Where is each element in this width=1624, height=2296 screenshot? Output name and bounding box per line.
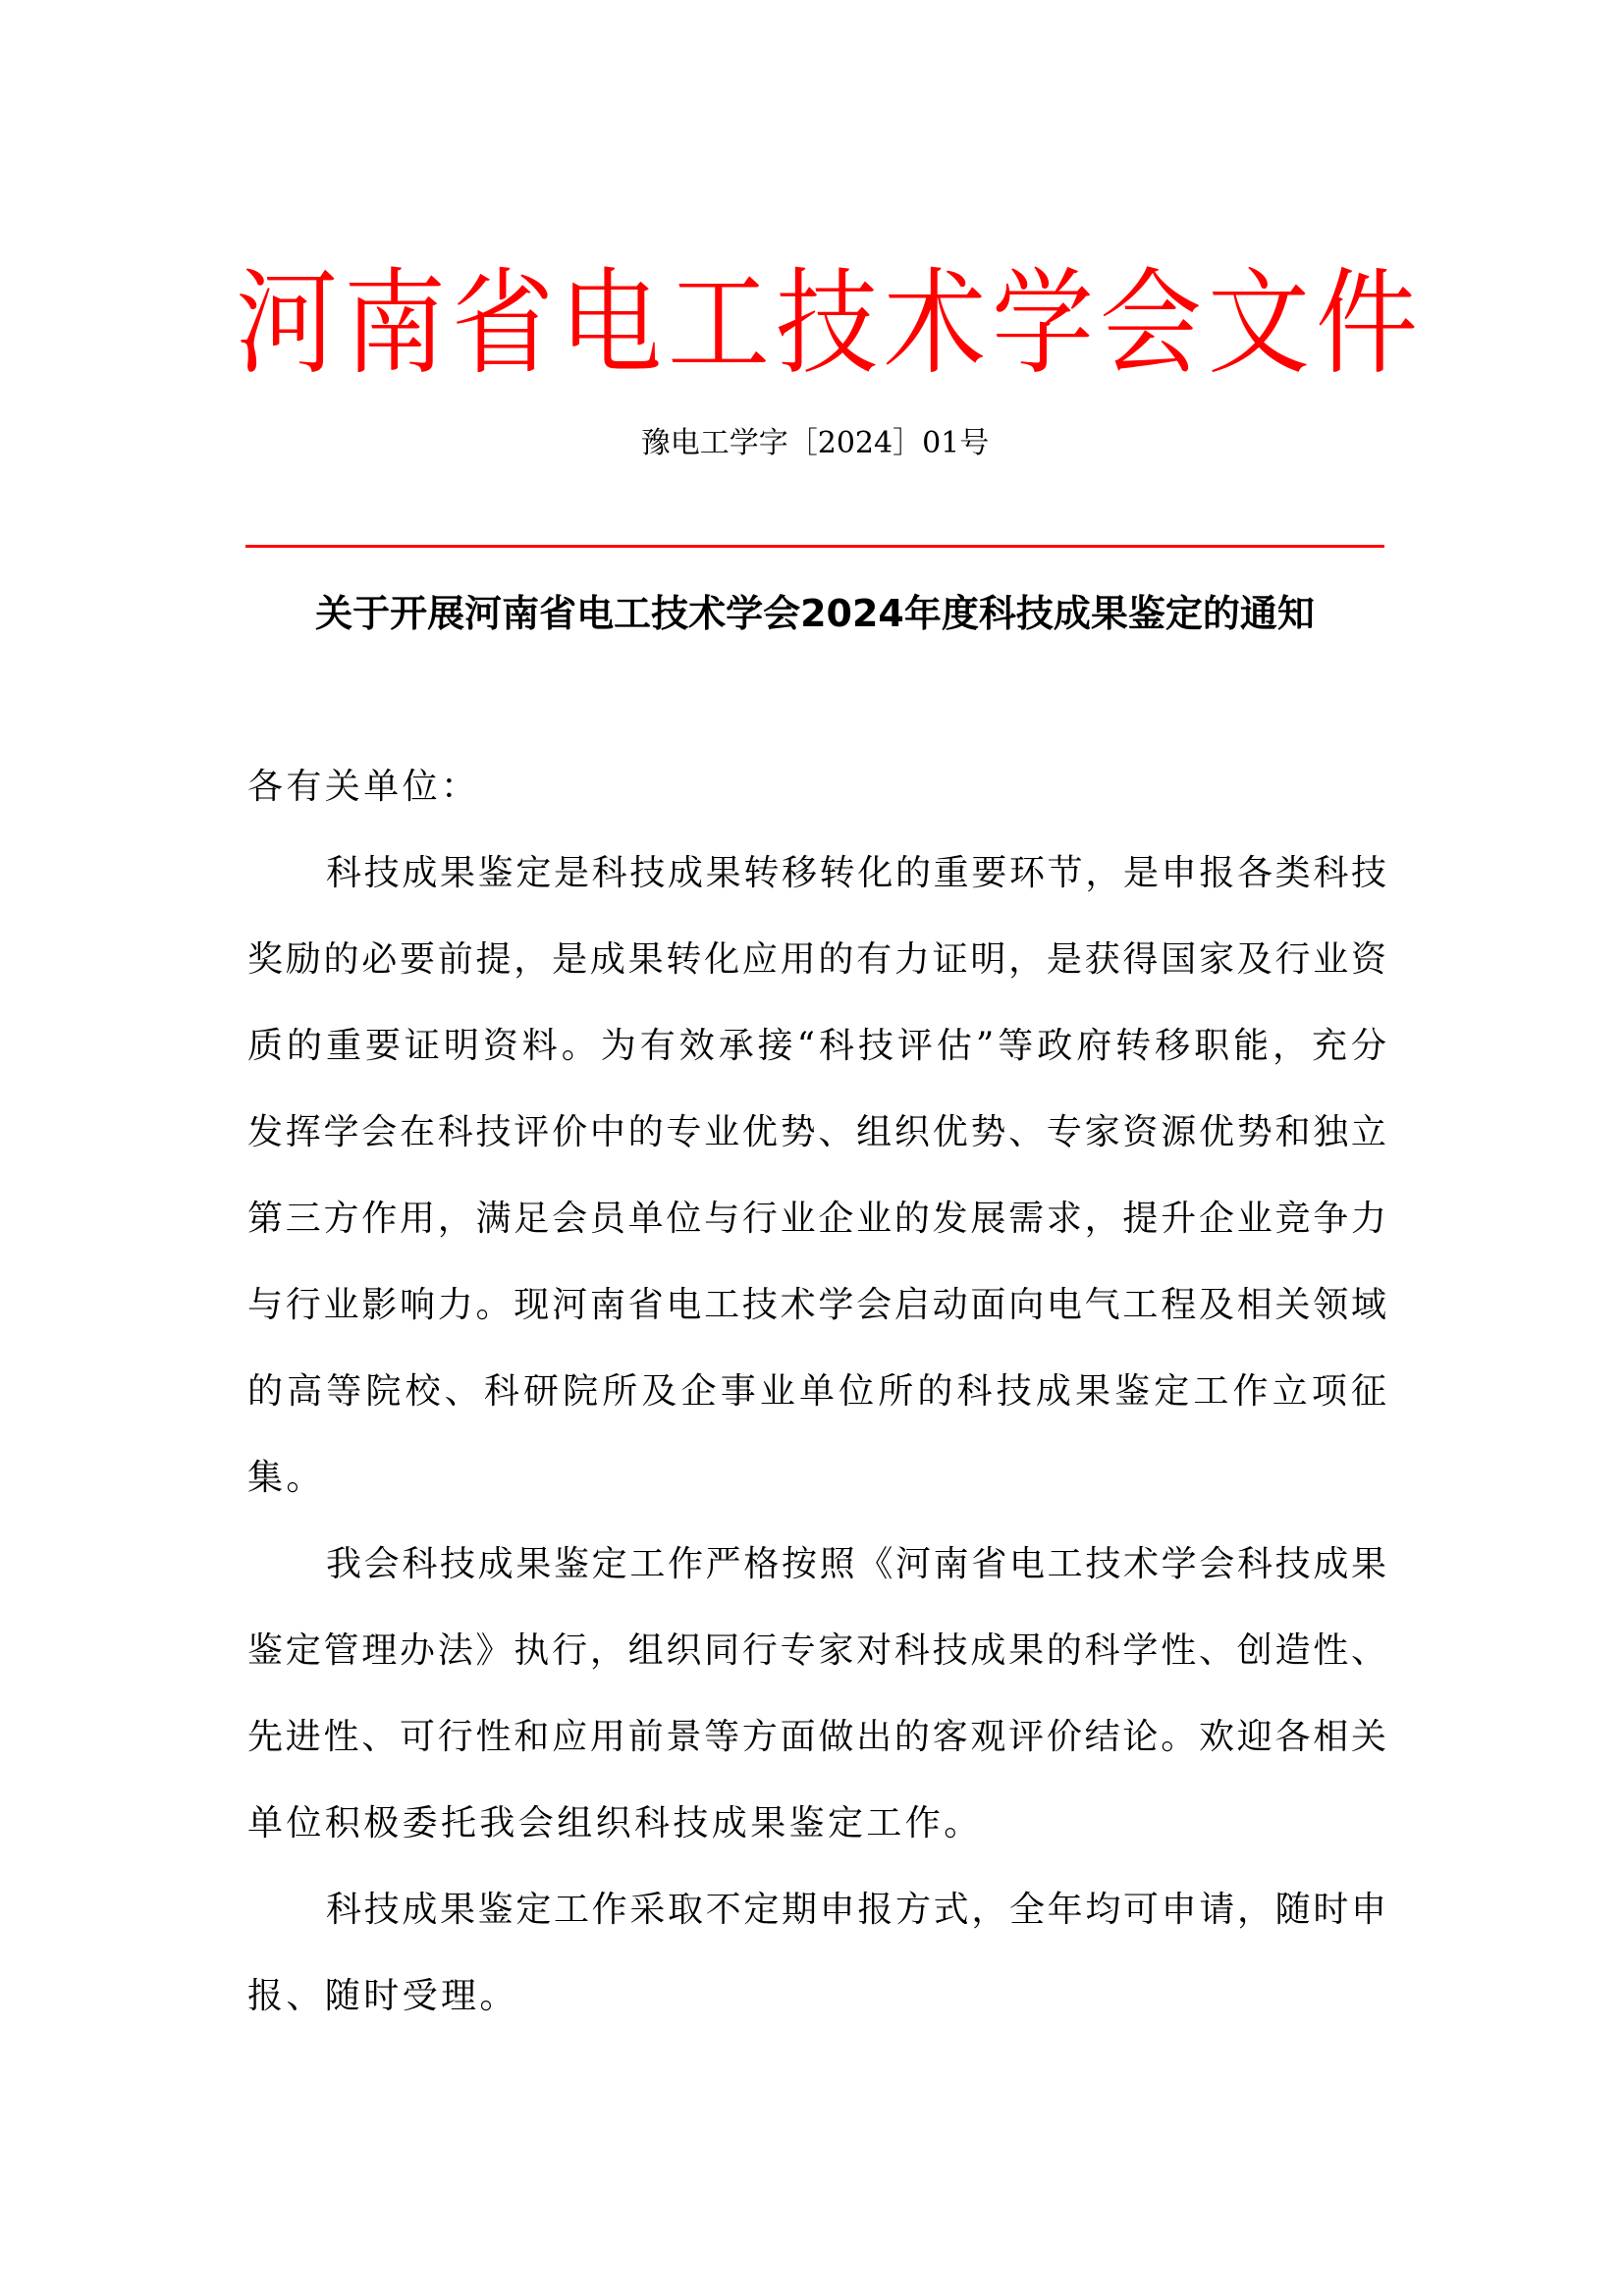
paragraph-line: 先进性、可行性和应用前景等方面做出的客观评价结论。欢迎各相关 <box>247 1717 1386 1757</box>
paragraph-line: 第三方作用，满足会员单位与行业企业的发展需求，提升企业竞争力 <box>247 1199 1386 1239</box>
paragraph-line: 的高等院校、科研院所及企事业单位所的科技成果鉴定工作立项征 <box>247 1371 1386 1412</box>
paragraph-line: 报、随时受理。 <box>247 1976 518 2016</box>
notice-title: 关于开展河南省电工技术学会2024年度科技成果鉴定的通知 <box>315 592 1315 635</box>
paragraph-line: 质的重要证明资料。为有效承接“科技评估”等政府转移职能，充分 <box>247 1026 1386 1066</box>
salutation: 各有关单位： <box>247 767 480 807</box>
paragraph-line: 发挥学会在科技评价中的专业优势、组织优势、专家资源优势和独立 <box>247 1112 1386 1152</box>
paragraph-line: 科技成果鉴定工作采取不定期申报方式，全年均可申请，随时申 <box>326 1890 1386 1930</box>
paragraph-line: 集。 <box>247 1458 325 1498</box>
paragraph-line: 鉴定管理办法》执行，组织同行专家对科技成果的科学性、创造性、 <box>247 1630 1386 1671</box>
document-number: 豫电工学字［2024］01号 <box>640 426 990 460</box>
paragraph-line: 我会科技成果鉴定工作严格按照《河南省电工技术学会科技成果 <box>326 1544 1386 1584</box>
red-divider-rule <box>245 545 1384 548</box>
paragraph-line: 奖励的必要前提，是成果转化应用的有力证明，是获得国家及行业资 <box>247 939 1386 980</box>
paragraph-line: 单位积极委托我会组织科技成果鉴定工作。 <box>247 1803 983 1843</box>
paragraph-line: 与行业影响力。现河南省电工技术学会启动面向电气工程及相关领域 <box>247 1285 1386 1325</box>
masthead-title: 河南省电工技术学会文件 <box>236 255 1425 391</box>
paragraph-line: 科技成果鉴定是科技成果转移转化的重要环节，是申报各类科技 <box>326 853 1386 893</box>
